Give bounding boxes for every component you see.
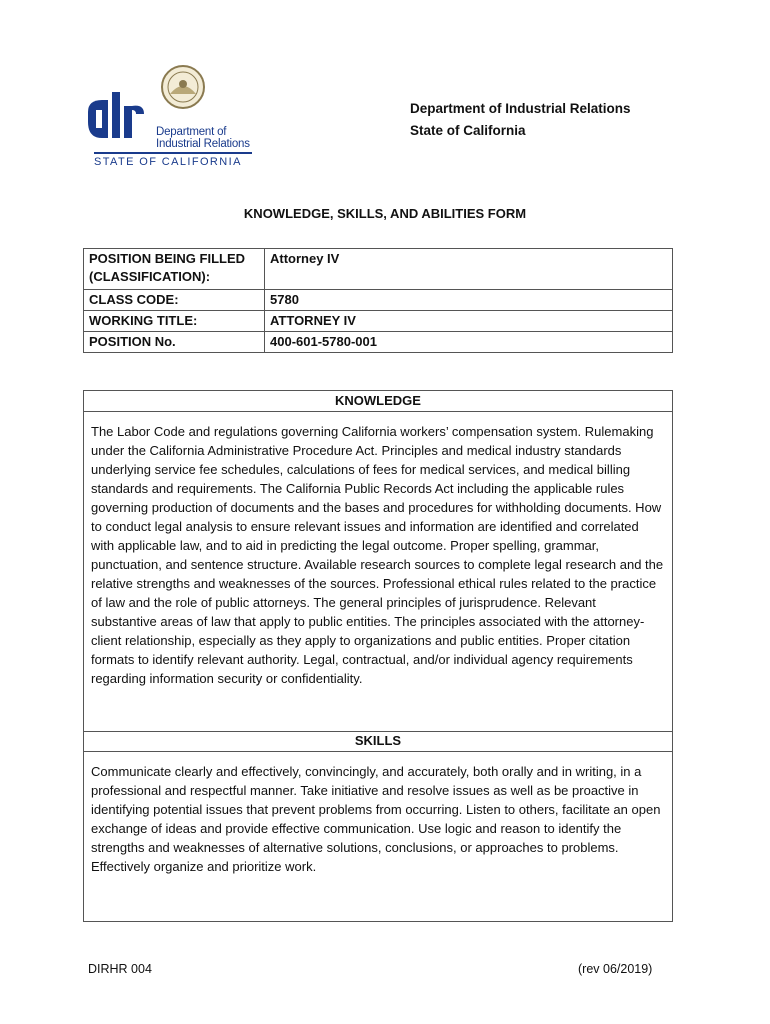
position-label: POSITION BEING FILLED (CLASSIFICATION): <box>84 249 265 290</box>
logo-dept-line2: Industrial Relations <box>156 138 250 150</box>
position-table <box>83 248 673 353</box>
position-number-value: 400-601-5780-001 <box>265 332 673 353</box>
logo-state: STATE OF CALIFORNIA <box>94 156 242 168</box>
class-code-label: CLASS CODE: <box>84 290 265 311</box>
knowledge-section <box>83 390 673 732</box>
position-value: Attorney IV <box>265 249 673 290</box>
working-title-label: WORKING TITLE: <box>84 311 265 332</box>
class-code-value: 5780 <box>265 290 673 311</box>
skills-section <box>83 731 673 922</box>
skills-heading: SKILLS <box>84 731 672 752</box>
form-title: KNOWLEDGE, SKILLS, AND ABILITIES FORM <box>243 206 527 221</box>
header-line2: State of California <box>410 123 526 138</box>
logo-dept-line1: Department of <box>156 126 227 138</box>
working-title-value: ATTORNEY IV <box>265 311 673 332</box>
table-row <box>84 311 673 332</box>
header-agency <box>410 98 631 142</box>
table-row <box>84 249 673 290</box>
logo-rule <box>94 152 252 154</box>
footer-form-id: DIRHR 004 <box>88 962 152 976</box>
table-row <box>84 290 673 311</box>
california-seal-icon <box>160 64 206 110</box>
logo-dept-name <box>156 126 250 150</box>
skills-text: Communicate clearly and effectively, convincingly, and accurately, both orally and in writing, in a professional and respectful manner. Take initiative and resolve issues as well as be proactive in identifying potential issues that prevent problems from occurring. Listen to others, facilitate an open exchange of ideas and provide effective communication. Use logic and reason to identify the strengths and weaknesses of alternative solutions, conclusions, or approaches to problems. Effectively organize and prioritize work. <box>91 764 661 874</box>
dir-letters-icon <box>86 92 146 150</box>
position-number-label: POSITION No. <box>84 332 265 353</box>
table-row <box>84 332 673 353</box>
dir-logo <box>86 64 256 174</box>
header-line1: Department of Industrial Relations <box>410 101 631 116</box>
footer-revision: (rev 06/2019) <box>578 962 653 976</box>
knowledge-heading: KNOWLEDGE <box>84 391 672 412</box>
knowledge-text: The Labor Code and regulations governing California workers’ compensation system. Rulemaking under the California Administrative Procedure Act. Principles and medical industry standards underlying service fee schedules, calculations of fees for medical services, and medical billing standards and requirements. The California Public Records Act including the applicable rules governing production of documents and the bases and procedures for withholding documents. How to conduct legal analysis to ensure relevant issues and information are identified and correlated with applicable law, and to aid in predicting the legal outcome. Proper spelling, grammar, punctuation, and sentence structure. Available research sources to complete legal research and the relative strengths and weaknesses of the sources. Professional ethical rules related to the practice of law and the role of public attorneys. The general principles of jurisprudence. Relevant substantive areas of law that apply to public entities. The principles associated with the attorney-client relationship, especially as they apply to organizations and public entities. Proper citation formats to identify relevant authority. Legal, contractual, and/or individual agency requirements regarding information security or confidentiality. <box>91 424 664 686</box>
